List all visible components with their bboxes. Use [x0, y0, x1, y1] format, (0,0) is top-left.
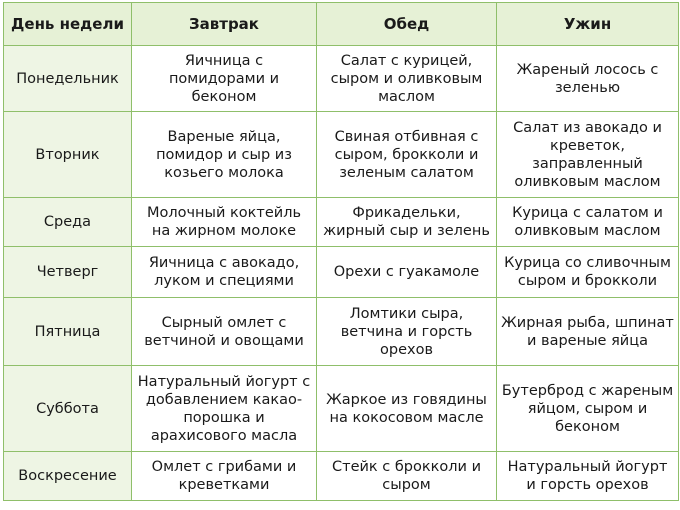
breakfast-cell: Омлет с грибами и креветками	[132, 452, 317, 501]
lunch-cell: Жаркое из говядины на кокосовом масле	[317, 366, 497, 452]
breakfast-cell: Натуральный йогурт с добавлением какао-порошка и арахисового масла	[132, 366, 317, 452]
weekly-menu-table	[3, 2, 679, 501]
table-row	[4, 366, 679, 452]
breakfast-cell: Яичница с помидорами и беконом	[132, 46, 317, 112]
lunch-cell: Салат с курицей, сыром и оливковым маслом	[317, 46, 497, 112]
header-breakfast: Завтрак	[132, 3, 317, 46]
dinner-cell: Салат из авокадо и креветок, заправленный оливковым маслом	[497, 112, 679, 198]
lunch-cell: Стейк с брокколи и сыром	[317, 452, 497, 501]
dinner-cell: Жирная рыба, шпинат и вареные яйца	[497, 298, 679, 366]
table-row	[4, 247, 679, 298]
lunch-cell: Фрикадельки, жирный сыр и зелень	[317, 198, 497, 247]
dinner-cell: Курица с салатом и оливковым маслом	[497, 198, 679, 247]
dinner-cell: Натуральный йогурт и горсть орехов	[497, 452, 679, 501]
table-row	[4, 452, 679, 501]
header-row	[4, 3, 679, 46]
dinner-cell: Бутерброд с жареным яйцом, сыром и беконом	[497, 366, 679, 452]
lunch-cell: Орехи с гуакамоле	[317, 247, 497, 298]
header-lunch: Обед	[317, 3, 497, 46]
breakfast-cell: Молочный коктейль на жирном молоке	[132, 198, 317, 247]
table-row	[4, 198, 679, 247]
dinner-cell: Жареный лосось с зеленью	[497, 46, 679, 112]
day-cell: Среда	[4, 198, 132, 247]
header-dinner: Ужин	[497, 3, 679, 46]
breakfast-cell: Яичница с авокадо, луком и специями	[132, 247, 317, 298]
day-cell: Воскресение	[4, 452, 132, 501]
breakfast-cell: Сырный омлет с ветчиной и овощами	[132, 298, 317, 366]
dinner-cell: Курица со сливочным сыром и брокколи	[497, 247, 679, 298]
lunch-cell: Ломтики сыра, ветчина и горсть орехов	[317, 298, 497, 366]
breakfast-cell: Вареные яйца, помидор и сыр из козьего молока	[132, 112, 317, 198]
day-cell: Понедельник	[4, 46, 132, 112]
table-row	[4, 112, 679, 198]
lunch-cell: Свиная отбивная с сыром, брокколи и зеленым салатом	[317, 112, 497, 198]
day-cell: Вторник	[4, 112, 132, 198]
table-row	[4, 298, 679, 366]
table-row	[4, 46, 679, 112]
day-cell: Пятница	[4, 298, 132, 366]
day-cell: Четверг	[4, 247, 132, 298]
day-cell: Суббота	[4, 366, 132, 452]
header-day: День недели	[4, 3, 132, 46]
